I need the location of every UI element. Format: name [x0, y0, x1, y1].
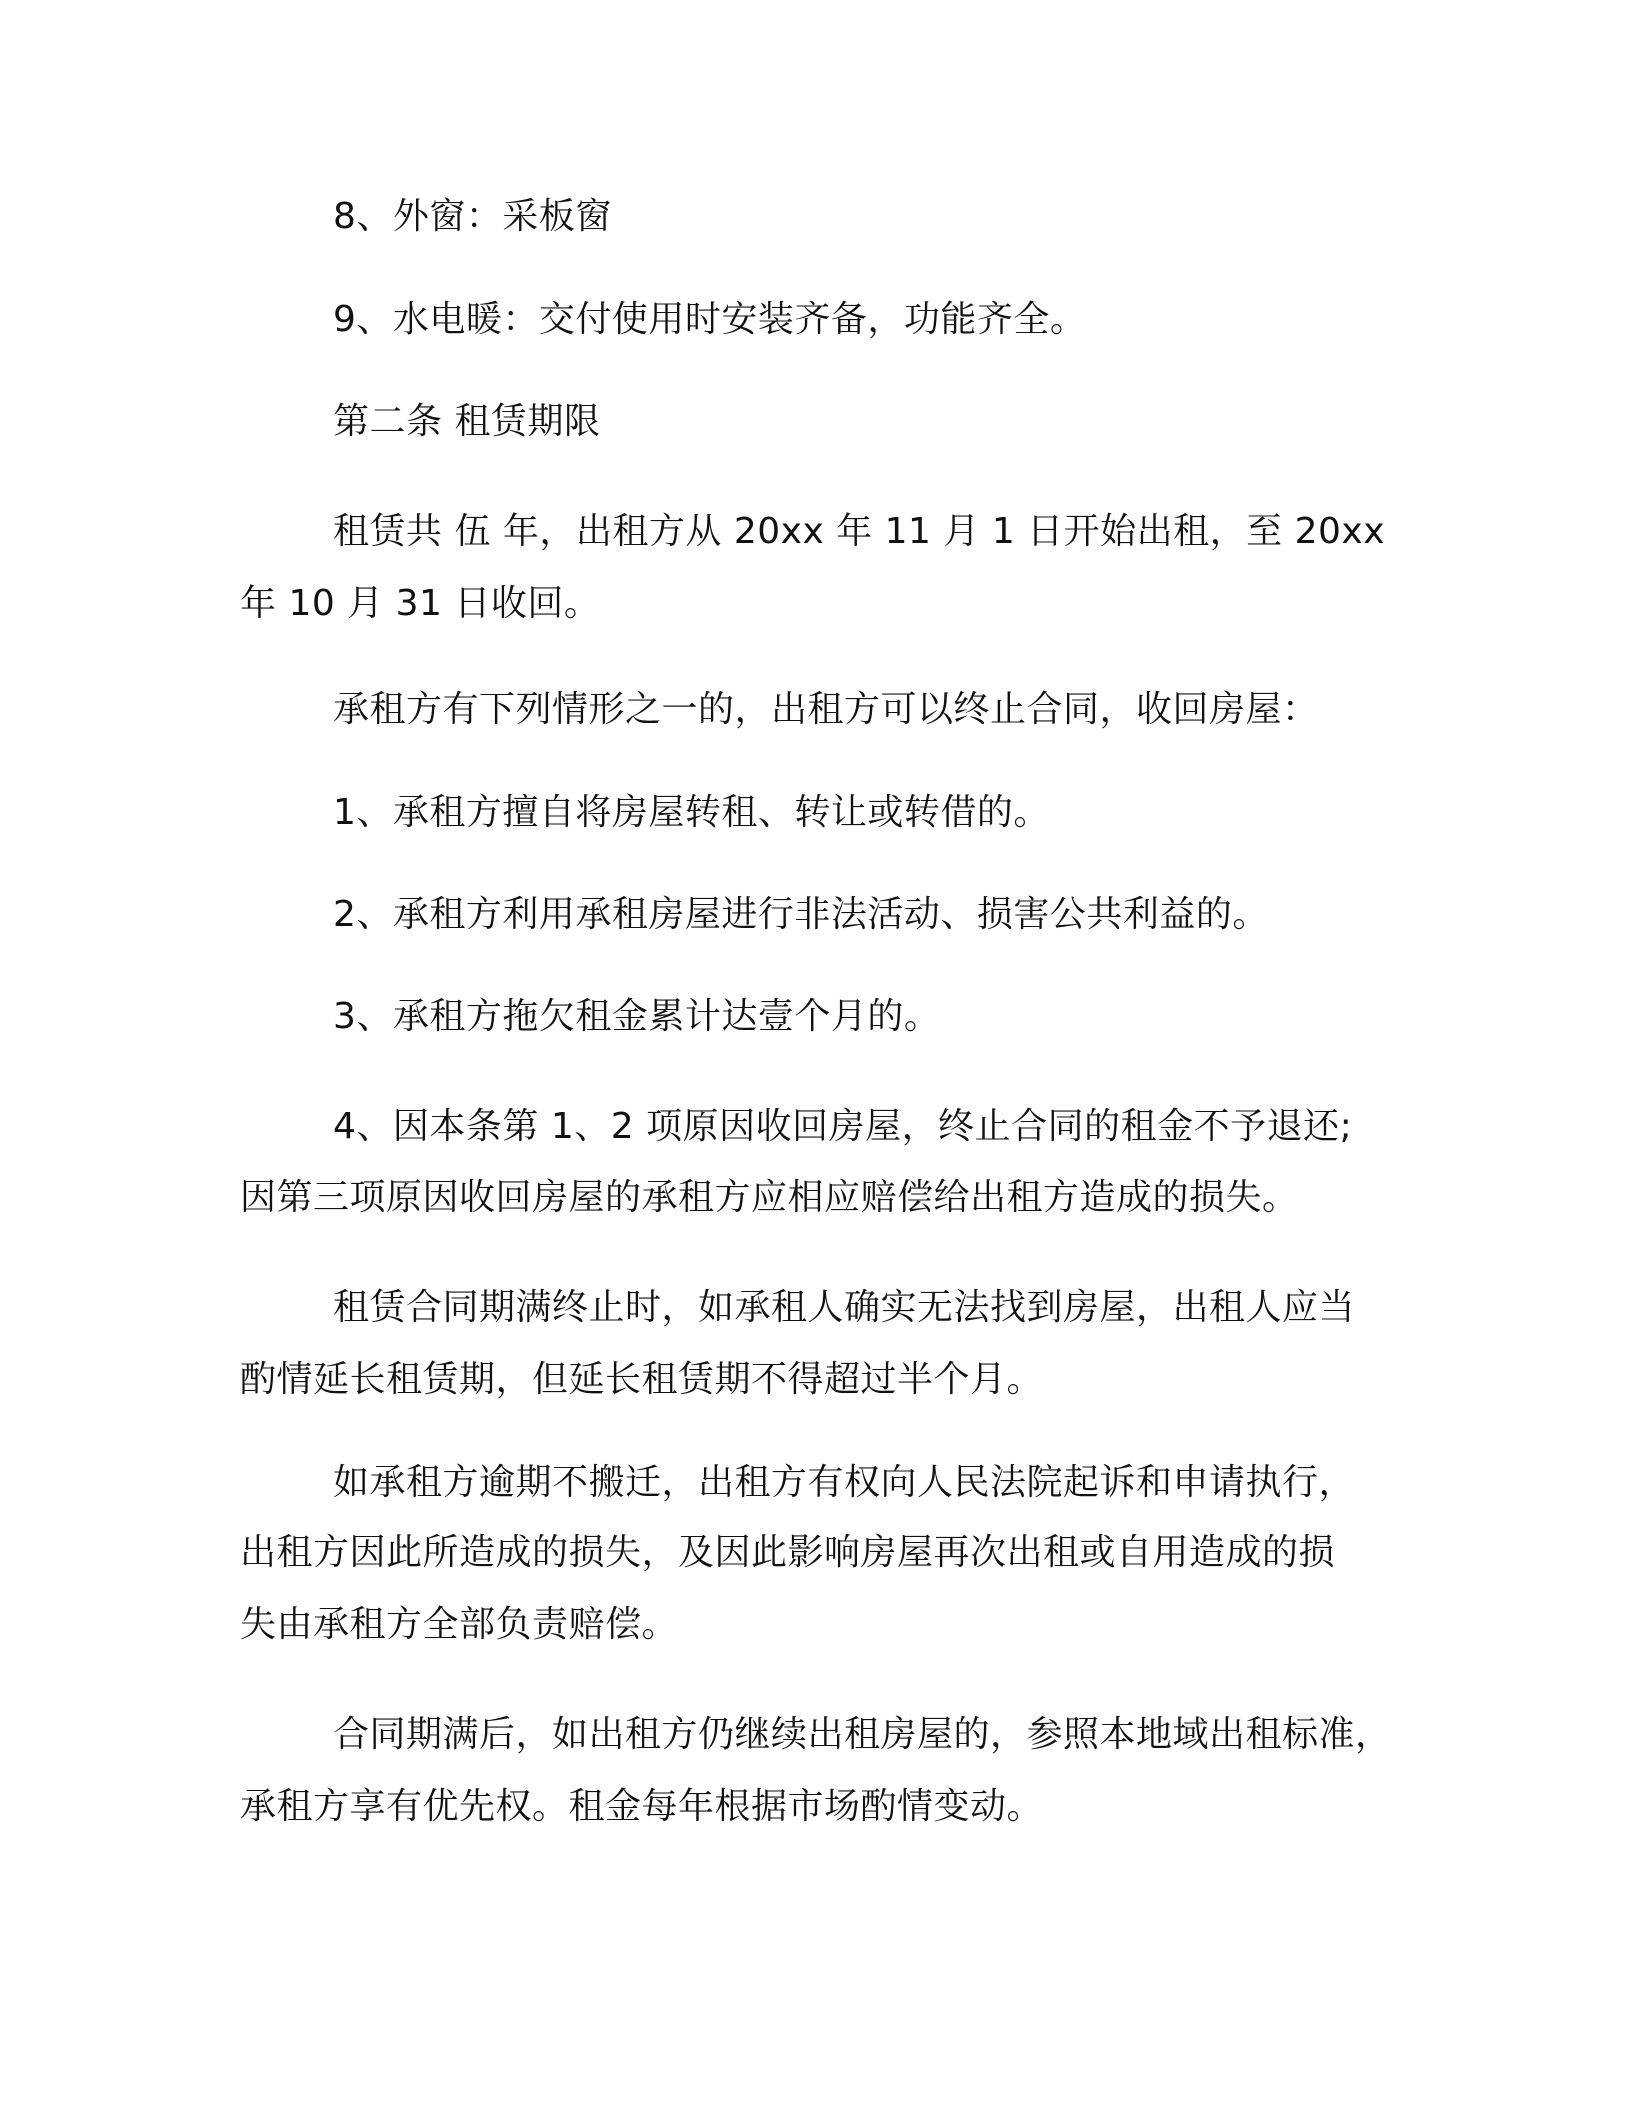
termination-condition-4-line-1: 4、因本条第 1、2 项原因收回房屋，终止合同的租金不予退还;	[333, 1106, 1353, 1147]
overdue-move-paragraph-line-2: 出租方因此所造成的损失，及因此影响房屋再次出租或自用造成的损	[240, 1532, 1336, 1573]
termination-condition-1: 1、承租方擅自将房屋转租、转让或转借的。	[333, 792, 1050, 833]
paragraph-item-9-utilities: 9、水电暖：交付使用时安装齐备，功能齐全。	[333, 299, 1087, 340]
overdue-move-paragraph-line-1: 如承租方逾期不搬迁，出租方有权向人民法院起诉和申请执行，	[333, 1462, 1356, 1503]
termination-condition-2: 2、承租方利用承租房屋进行非法活动、损害公共利益的。	[333, 894, 1269, 935]
lease-term-line-2: 年 10 月 31 日收回。	[240, 583, 601, 624]
paragraph-item-8-exterior-window: 8、外窗：采板窗	[333, 196, 612, 237]
termination-condition-4-line-2: 因第三项原因收回房屋的承租方应相应赔偿给出租方造成的损失。	[240, 1177, 1299, 1218]
section-heading-article-2: 第二条 租赁期限	[333, 401, 601, 442]
termination-condition-3: 3、承租方拖欠租金累计达壹个月的。	[333, 996, 941, 1037]
overdue-move-paragraph-line-3: 失由承租方全部负责赔偿。	[240, 1604, 679, 1645]
renewal-paragraph-line-2: 承租方享有优先权。租金每年根据市场酌情变动。	[240, 1786, 1044, 1827]
lease-term-line-1: 租赁共 伍 年，出租方从 20xx 年 11 月 1 日开始出租，至 20xx	[333, 511, 1386, 552]
lease-expiry-paragraph-line-1: 租赁合同期满终止时，如承租人确实无法找到房屋，出租人应当	[333, 1287, 1356, 1328]
termination-conditions-intro: 承租方有下列情形之一的，出租方可以终止合同，收回房屋：	[333, 689, 1319, 730]
renewal-paragraph-line-1: 合同期满后，如出租方仍继续出租房屋的，参照本地域出租标准，	[333, 1714, 1392, 1755]
lease-expiry-paragraph-line-2: 酌情延长租赁期，但延长租赁期不得超过半个月。	[240, 1359, 1044, 1400]
